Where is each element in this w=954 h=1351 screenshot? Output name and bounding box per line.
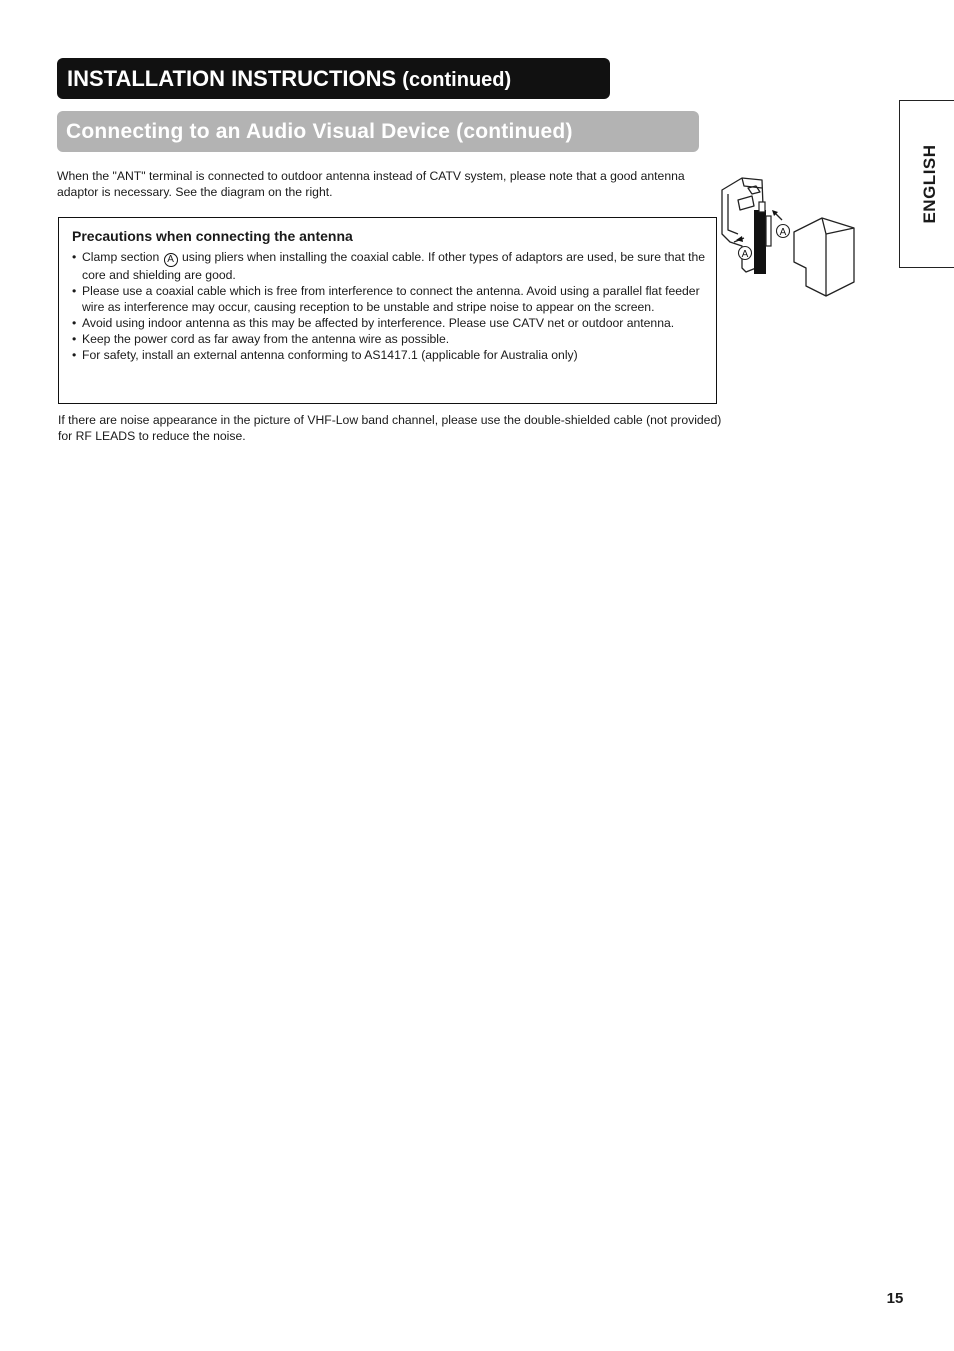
list-item [72, 315, 706, 331]
main-title-text: INSTALLATION INSTRUCTIONS [67, 66, 397, 91]
section-title: Connecting to an Audio Visual Device (continued) [57, 111, 699, 152]
list-item-text: Avoid using indoor antenna as this may be affected by interference. Please use CATV net or outdoor antenna. [82, 316, 675, 330]
list-item-text: Please use a coaxial cable which is free from interference to connect the antenna. Avoid using a parallel flat feeder wire as interference may occur, causing reception to be unstable and stripe noise to appear on the screen. [82, 284, 700, 314]
antenna-adaptor-diagram [716, 172, 856, 300]
precautions-title: Precautions when connecting the antenna [72, 228, 353, 244]
list-item [72, 249, 706, 283]
bullet: • [72, 316, 77, 330]
list-item-text: For safety, install an external antenna conforming to AS1417.1 (applicable for Australia only) [82, 348, 578, 362]
bullet: • [72, 250, 77, 264]
bullet: • [72, 348, 77, 362]
list-item-text: Keep the power cord as far away from the antenna wire as possible. [82, 332, 450, 346]
page-number: 15 [886, 1290, 904, 1307]
intro-paragraph: When the "ANT" terminal is connected to outdoor antenna instead of CATV system, please note that a good antenna adaptor is necessary. See the diagram on the right. [57, 169, 685, 199]
diagram-label-a: A [779, 227, 787, 238]
diagram-label-a: A [741, 249, 749, 260]
list-item [72, 347, 706, 363]
language-tab [899, 100, 954, 268]
list-item [72, 283, 706, 315]
list-item-text: Clamp section [82, 250, 160, 264]
main-title-suffix: (continued) [402, 69, 512, 91]
list-item-text: using pliers when installing the coaxial cable. If other types of adaptors are used, be sure that the core and shielding are good. [82, 250, 706, 282]
bullet: • [72, 332, 77, 346]
section-a-marker: A [164, 253, 178, 267]
precautions-box [58, 217, 717, 404]
bullet: • [72, 284, 77, 298]
language-tab-label: ENGLISH [919, 144, 939, 224]
precautions-list [72, 249, 706, 363]
noise-note: If there are noise appearance in the picture of VHF-Low band channel, please use the double-shielded cable (not provided) for RF LEADS to reduce the noise. [58, 413, 722, 443]
main-title [57, 58, 610, 99]
list-item [72, 331, 706, 347]
